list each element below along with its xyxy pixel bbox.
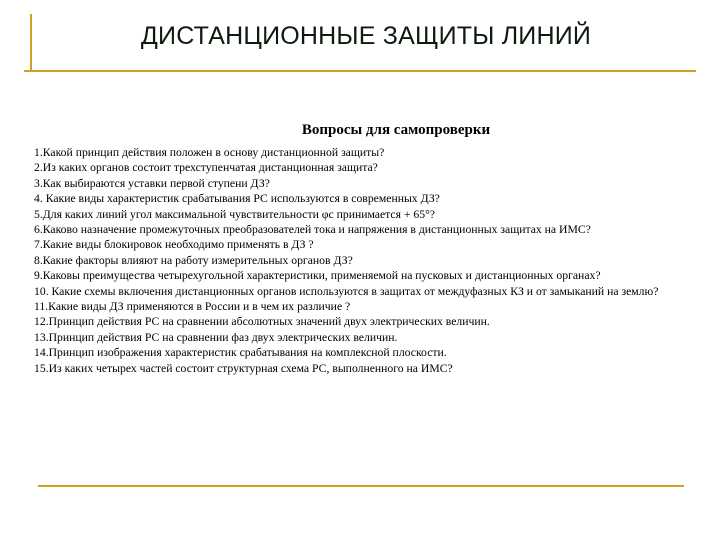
question-item: 5.Для каких линий угол максимальной чувствительности φс принимается + 65°?	[34, 207, 435, 221]
question-item: 3.Как выбираются уставки первой ступени ДЗ?	[34, 176, 270, 190]
question-item: 4. Какие виды характеристик срабатывания РС используются в современных ДЗ?	[34, 192, 440, 206]
question-item: 12.Принцип действия РС на сравнении абсолютных значений двух электрических величин.	[34, 315, 490, 329]
title-horizontal-rule	[24, 70, 696, 72]
question-item: 11.Какие виды ДЗ применяются в России и в чем их различие ?	[34, 300, 351, 314]
title-vertical-rule	[30, 14, 32, 70]
question-item: 6.Каково назначение промежуточных преобразователей тока и напряжения в дистанционных защитах на ИМС?	[34, 223, 591, 237]
questions-heading: Вопросы для самопроверки	[301, 122, 491, 138]
question-item: 7.Какие виды блокировок необходимо применять в ДЗ ?	[34, 238, 314, 252]
question-item: 13.Принцип действия РС на сравнении фаз двух электрических величин.	[34, 330, 398, 344]
questions-list	[34, 145, 680, 376]
question-item: 14.Принцип изображения характеристик срабатывания на комплексной плоскости.	[34, 346, 447, 360]
bottom-rule	[38, 485, 684, 487]
question-item: 15.Из каких четырех частей состоит структурная схема РС, выполненного на ИМС?	[34, 361, 453, 375]
slide-title: ДИСТАНЦИОННЫЕ ЗАЩИТЫ ЛИНИЙ	[140, 22, 592, 50]
question-item: 9.Каковы преимущества четырехугольной характеристики, применяемой на пусковых и дистанционных органах?	[34, 269, 601, 283]
question-item: 2.Из каких органов состоит трехступенчатая дистанционная защита?	[34, 161, 378, 175]
question-item: 1.Какой принцип действия положен в основу дистанционной защиты?	[34, 146, 385, 159]
question-item: 8.Какие факторы влияют на работу измерительных органов ДЗ?	[34, 253, 353, 267]
question-item: 10. Какие схемы включения дистанционных органов используются в защитах от междуфазных КЗ и от замыканий на землю?	[34, 284, 659, 298]
